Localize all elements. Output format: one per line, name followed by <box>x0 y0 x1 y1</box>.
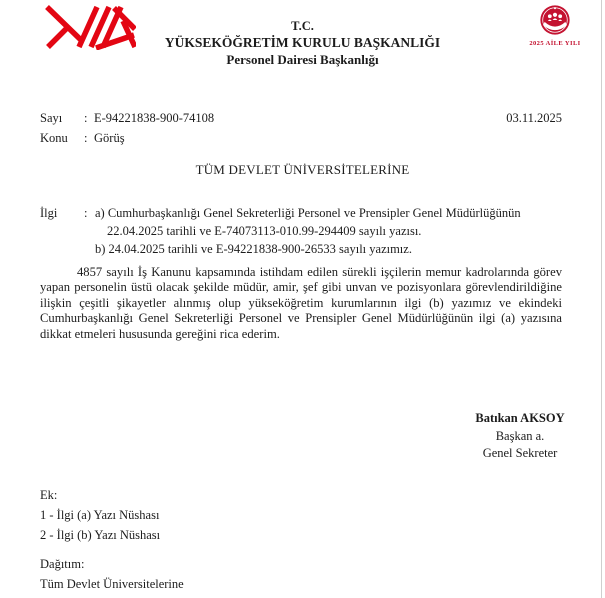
ilgi-ref-a-line1: a) Cumhurbaşkanlığı Genel Sekreterliği Personel ve Prensipler Genel Müdürlüğünün <box>95 206 521 220</box>
ilgi-ref-a-line2: 22.04.2025 tarihli ve E-74073113-010.99-294409 sayılı yazısı. <box>107 224 422 238</box>
aile-yili-logo <box>524 2 586 47</box>
ilgi-label: İlgi <box>40 206 58 220</box>
sayi-value: E-94221838-900-74108 <box>94 111 215 125</box>
body-paragraph: 4857 sayılı İş Kanunu kapsamında istihdam edilen sürekli işçilerin memur kadrolarında görev yapan personelin üstü olacak şekilde müdür, amir, şef gibi unvan ve pozisyonlara görevlendirildiğine ilişkin çeşitli şikayetler alınmış olup yükseköğretim kurumlarının ilgi (b) yazımız ve ekindeki Cumhurbaşkanlığı Genel Sekreterliği Personel ve Prensipler Genel Müdürlüğünün ilgi (a) yazısına dikkat etmeleri hususunda gereğini rica ederim. <box>40 265 562 341</box>
ek-item-2: 2 - İlgi (b) Yazı Nüshası <box>40 528 161 542</box>
ek-item-1: 1 - İlgi (a) Yazı Nüshası <box>40 508 160 522</box>
dagitim-item-1: Tüm Devlet Üniversitelerine <box>40 577 184 591</box>
ilgi-colon: : <box>84 206 88 220</box>
sayi-label: Sayı <box>40 111 63 125</box>
aile-yili-caption: 2025 AİLE YILI <box>529 40 581 47</box>
sayi-row <box>40 111 214 125</box>
konu-label: Konu <box>40 131 68 145</box>
recipient-line: TÜM DEVLET ÜNİVERSİTELERİNE <box>195 162 410 177</box>
konu-row <box>40 131 125 145</box>
ek-label: Ek: <box>40 488 58 502</box>
sayi-colon: : <box>84 111 88 125</box>
signer-title-2: Genel Sekreter <box>482 446 558 460</box>
letterhead-department: Personel Dairesi Başkanlığı <box>226 51 379 67</box>
konu-value: Görüş <box>94 131 125 145</box>
dagitim-label: Dağıtım: <box>40 557 85 571</box>
letterhead <box>0 20 605 66</box>
letterhead-tc: T.C. <box>291 19 314 33</box>
signer-name: Batıkan AKSOY <box>475 411 565 425</box>
page-right-edge <box>601 0 602 598</box>
signature-block <box>430 410 605 463</box>
konu-colon: : <box>84 131 88 145</box>
document-date: 03.11.2025 <box>506 111 562 125</box>
ilgi-ref-b: b) 24.04.2025 tarihli ve E-94221838-900-26533 sayılı yazımız. <box>95 242 412 256</box>
letterhead-organization: YÜKSEKÖĞRETİM KURULU BAŞKANLIĞI <box>164 34 441 50</box>
signer-title-1: Başkan a. <box>495 428 545 443</box>
aile-yili-emblem-icon <box>538 2 572 38</box>
